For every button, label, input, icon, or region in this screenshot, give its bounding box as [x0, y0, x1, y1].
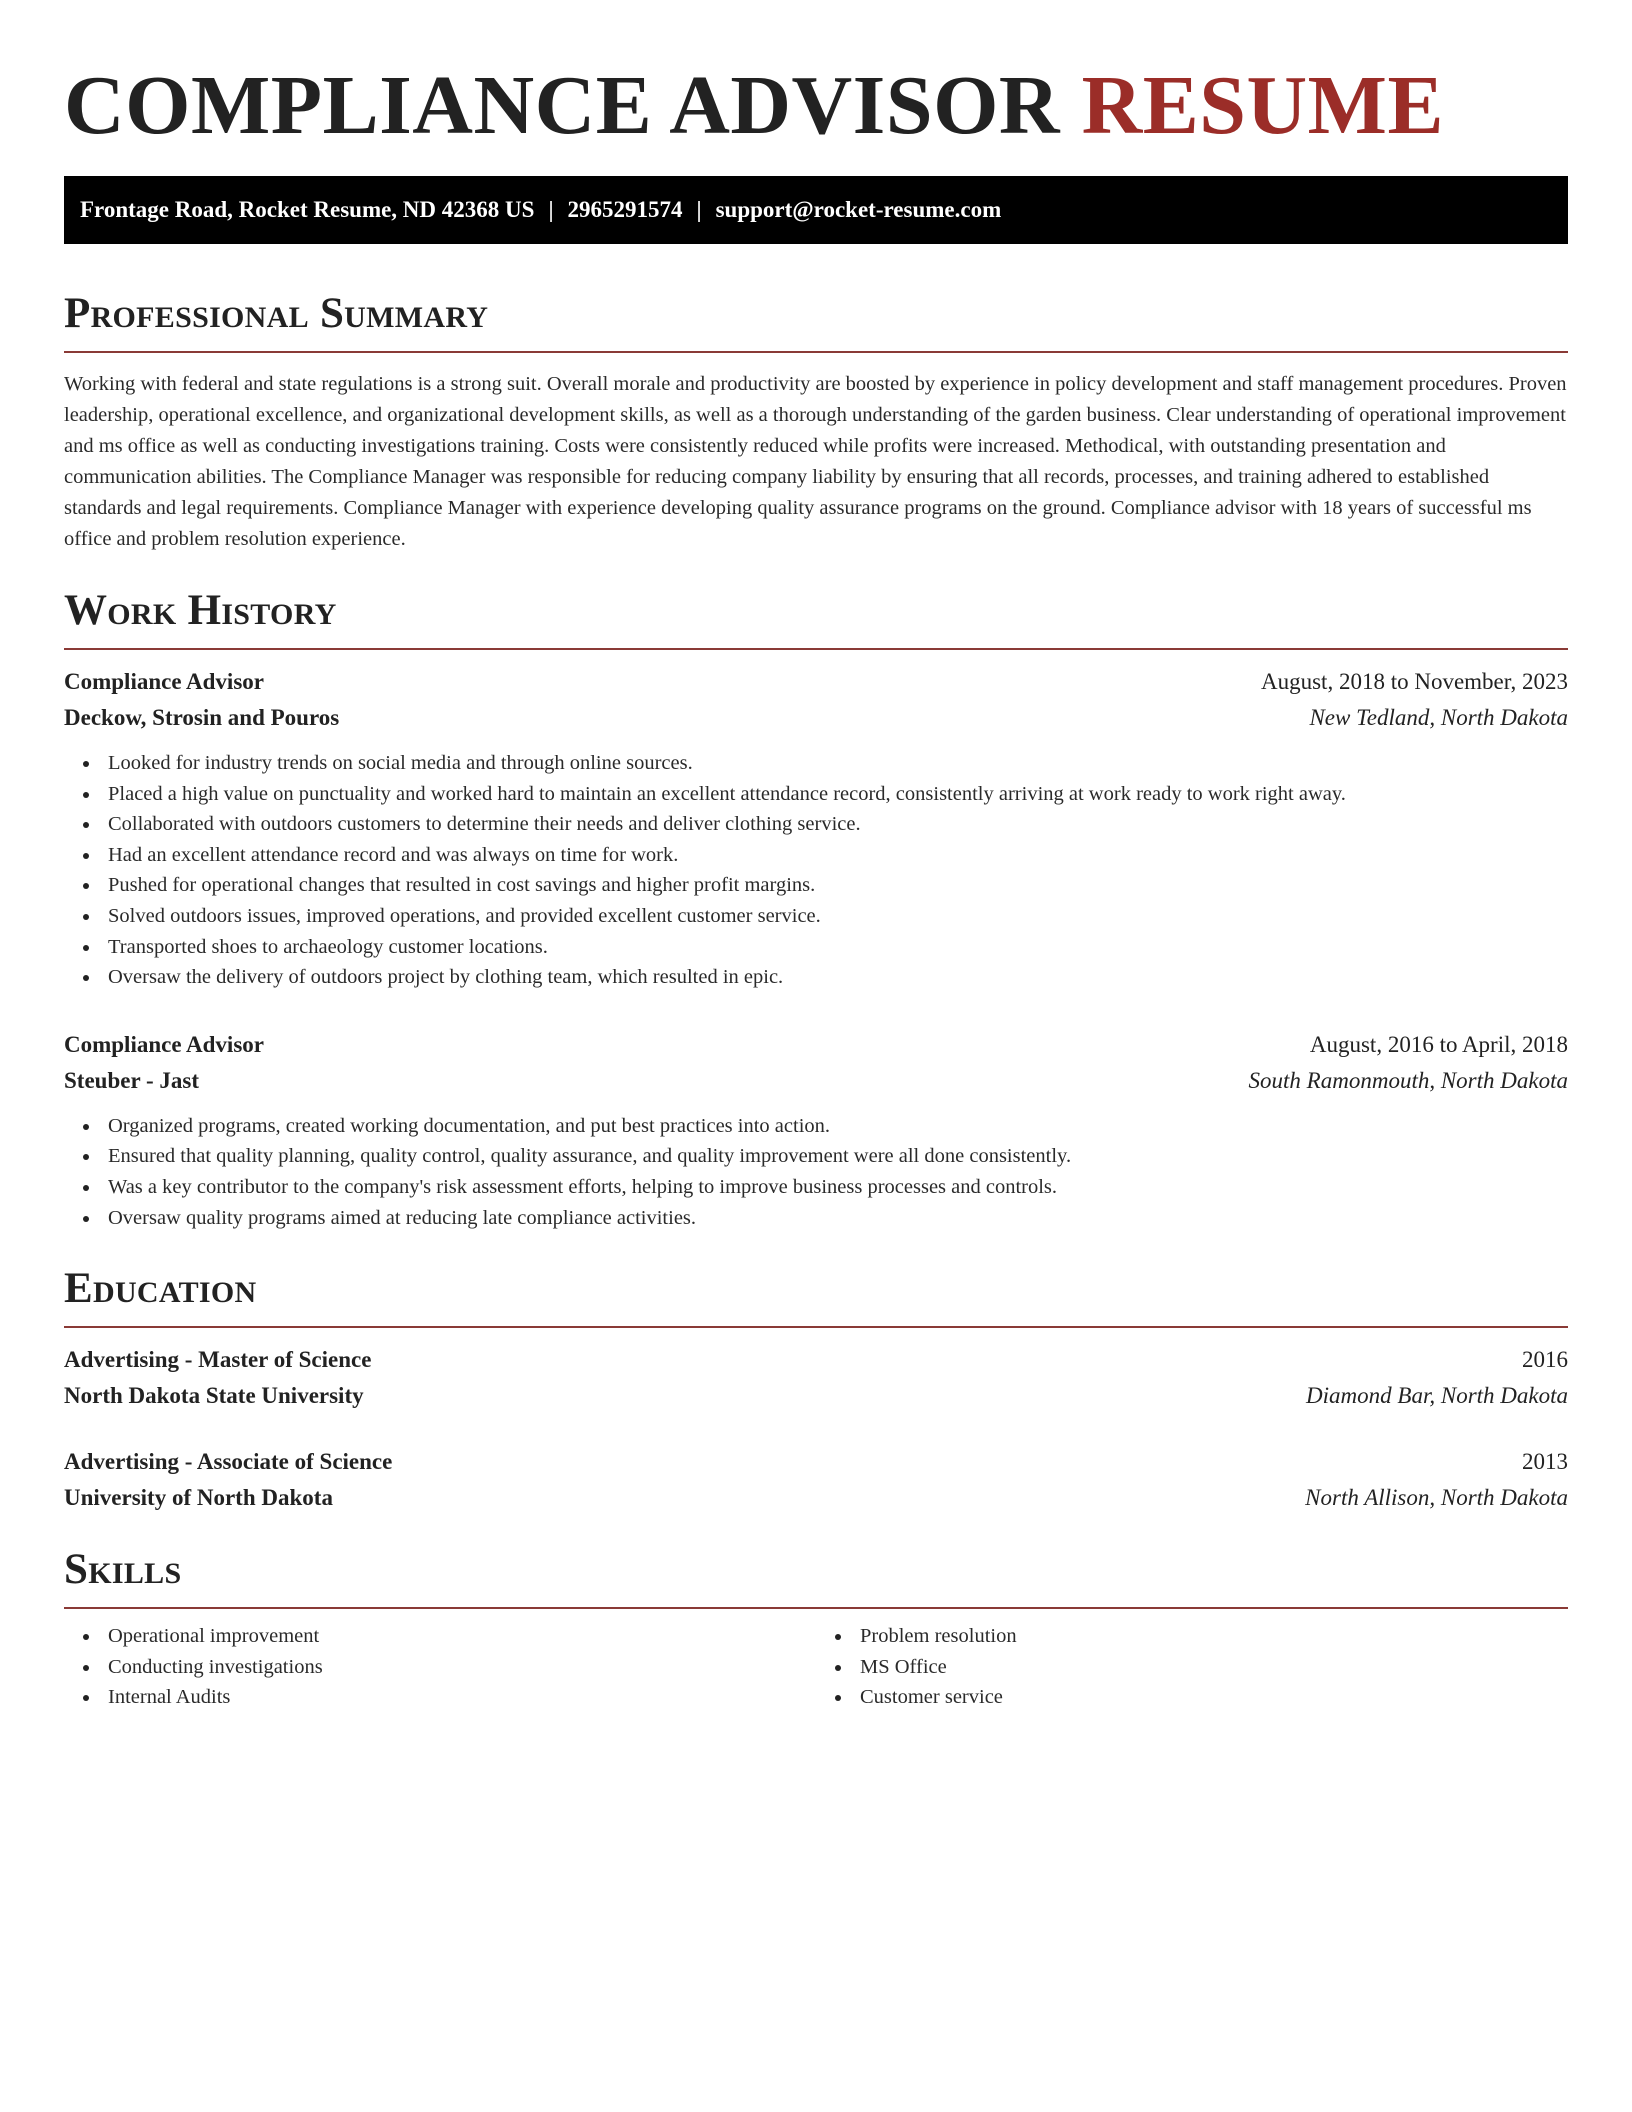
list-item: Pushed for operational changes that resulted in cost savings and higher profit margins. — [108, 870, 1568, 901]
job-title: Compliance Advisor — [64, 1031, 264, 1057]
list-item: Placed a high value on punctuality and worked hard to maintain an excellent attendance record, consistently arriving at work ready to work right away. — [108, 779, 1568, 810]
contact-bar — [64, 176, 1568, 244]
skill-item: Problem resolution — [860, 1621, 1568, 1652]
education-header-row — [64, 1444, 1568, 1480]
education-school: North Dakota State University — [64, 1383, 364, 1409]
list-item: Collaborated with outdoors customers to determine their needs and deliver clothing service. — [108, 809, 1568, 840]
job-header-row — [64, 1027, 1568, 1063]
list-item: Had an excellent attendance record and was always on time for work. — [108, 840, 1568, 871]
job-location: New Tedland, North Dakota — [1309, 705, 1568, 730]
education-entry — [64, 1444, 1568, 1516]
education-school: University of North Dakota — [64, 1485, 333, 1511]
skills-heading: Skills — [64, 1546, 182, 1594]
skills-column-left — [64, 1621, 816, 1713]
contact-email: support@rocket-resume.com — [715, 197, 1002, 222]
education-year: 2013 — [1522, 1449, 1568, 1475]
job-dates: August, 2018 to November, 2023 — [1261, 669, 1568, 694]
list-item: Organized programs, created working documentation, and put best practices into action. — [108, 1111, 1568, 1142]
skill-item: MS Office — [860, 1652, 1568, 1683]
skills-column-right — [816, 1621, 1568, 1713]
summary-section — [64, 288, 1568, 555]
education-school-row — [64, 1480, 1568, 1516]
list-item: Was a key contributor to the company's risk assessment efforts, helping to improve business processes and controls. — [108, 1172, 1568, 1203]
title-main: COMPLIANCE ADVISOR — [64, 59, 1061, 152]
list-item: Ensured that quality planning, quality control, quality assurance, and quality improvement were all done consistently. — [108, 1141, 1568, 1172]
skills-list — [64, 1621, 816, 1713]
skills-list — [816, 1621, 1568, 1713]
contact-separator: | — [548, 197, 554, 222]
education-degree: Advertising - Master of Science — [64, 1347, 372, 1373]
list-item: Looked for industry trends on social media and through online sources. — [108, 748, 1568, 779]
skills-section — [64, 1544, 1568, 1713]
contact-address: Frontage Road, Rocket Resume, ND 42368 US — [80, 197, 535, 222]
education-entry — [64, 1342, 1568, 1414]
education-school-row — [64, 1378, 1568, 1414]
skill-item: Customer service — [860, 1682, 1568, 1713]
summary-heading: Professional Summary — [64, 290, 489, 337]
job-entry — [64, 664, 1568, 993]
education-section — [64, 1263, 1568, 1516]
job-bullets — [64, 748, 1568, 993]
section-divider — [64, 648, 1568, 650]
section-divider — [64, 351, 1568, 353]
list-item: Oversaw the delivery of outdoors project by clothing team, which resulted in epic. — [108, 962, 1568, 993]
job-title: Compliance Advisor — [64, 669, 264, 694]
skills-grid — [64, 1621, 1568, 1713]
job-bullets — [64, 1111, 1568, 1233]
skill-item: Internal Audits — [108, 1682, 816, 1713]
education-year: 2016 — [1522, 1347, 1568, 1373]
job-dates: August, 2016 to April, 2018 — [1309, 1031, 1568, 1057]
job-header-row — [64, 664, 1568, 700]
education-location: Diamond Bar, North Dakota — [1306, 1383, 1568, 1409]
job-location: South Ramonmouth, North Dakota — [1248, 1067, 1568, 1093]
section-divider — [64, 1607, 1568, 1609]
list-item: Oversaw quality programs aimed at reducing late compliance activities. — [108, 1203, 1568, 1234]
list-item: Transported shoes to archaeology customer locations. — [108, 932, 1568, 963]
section-divider — [64, 1326, 1568, 1328]
job-entry — [64, 1027, 1568, 1233]
skill-item: Conducting investigations — [108, 1652, 816, 1683]
job-company: Steuber - Jast — [64, 1067, 200, 1093]
education-location: North Allison, North Dakota — [1305, 1485, 1568, 1511]
contact-phone: 2965291574 — [567, 197, 683, 222]
contact-separator: | — [696, 197, 702, 222]
education-degree: Advertising - Associate of Science — [64, 1449, 393, 1475]
resume-title — [64, 58, 1568, 154]
education-header-row — [64, 1342, 1568, 1378]
education-heading: Education — [64, 1265, 257, 1313]
summary-text: Working with federal and state regulations is a strong suit. Overall morale and productivity are boosted by experience in policy development and staff management procedures. Proven leadership, operational excellence, and organizational development skills, as well as a thorough understanding of the garden business. Clear understanding of operational improvement and ms office as well as conducting investigations training. Costs were consistently reduced while profits were increased. Methodical, with outstanding presentation and communication abilities. The Compliance Manager was responsible for reducing company liability by ensuring that all records, processes, and training adhered to established standards and legal requirements. Compliance Manager with experience developing quality assurance programs on the ground. Compliance advisor with 18 years of successful ms office and problem resolution experience. — [64, 373, 1567, 550]
skill-item: Operational improvement — [108, 1621, 816, 1652]
list-item: Solved outdoors issues, improved operations, and provided excellent customer service. — [108, 901, 1568, 932]
job-company: Deckow, Strosin and Pouros — [64, 705, 340, 730]
job-company-row — [64, 700, 1568, 736]
work-history-section — [64, 585, 1568, 1233]
title-accent: RESUME — [1081, 59, 1444, 152]
work-history-heading: Work History — [64, 587, 337, 634]
job-company-row — [64, 1063, 1568, 1099]
